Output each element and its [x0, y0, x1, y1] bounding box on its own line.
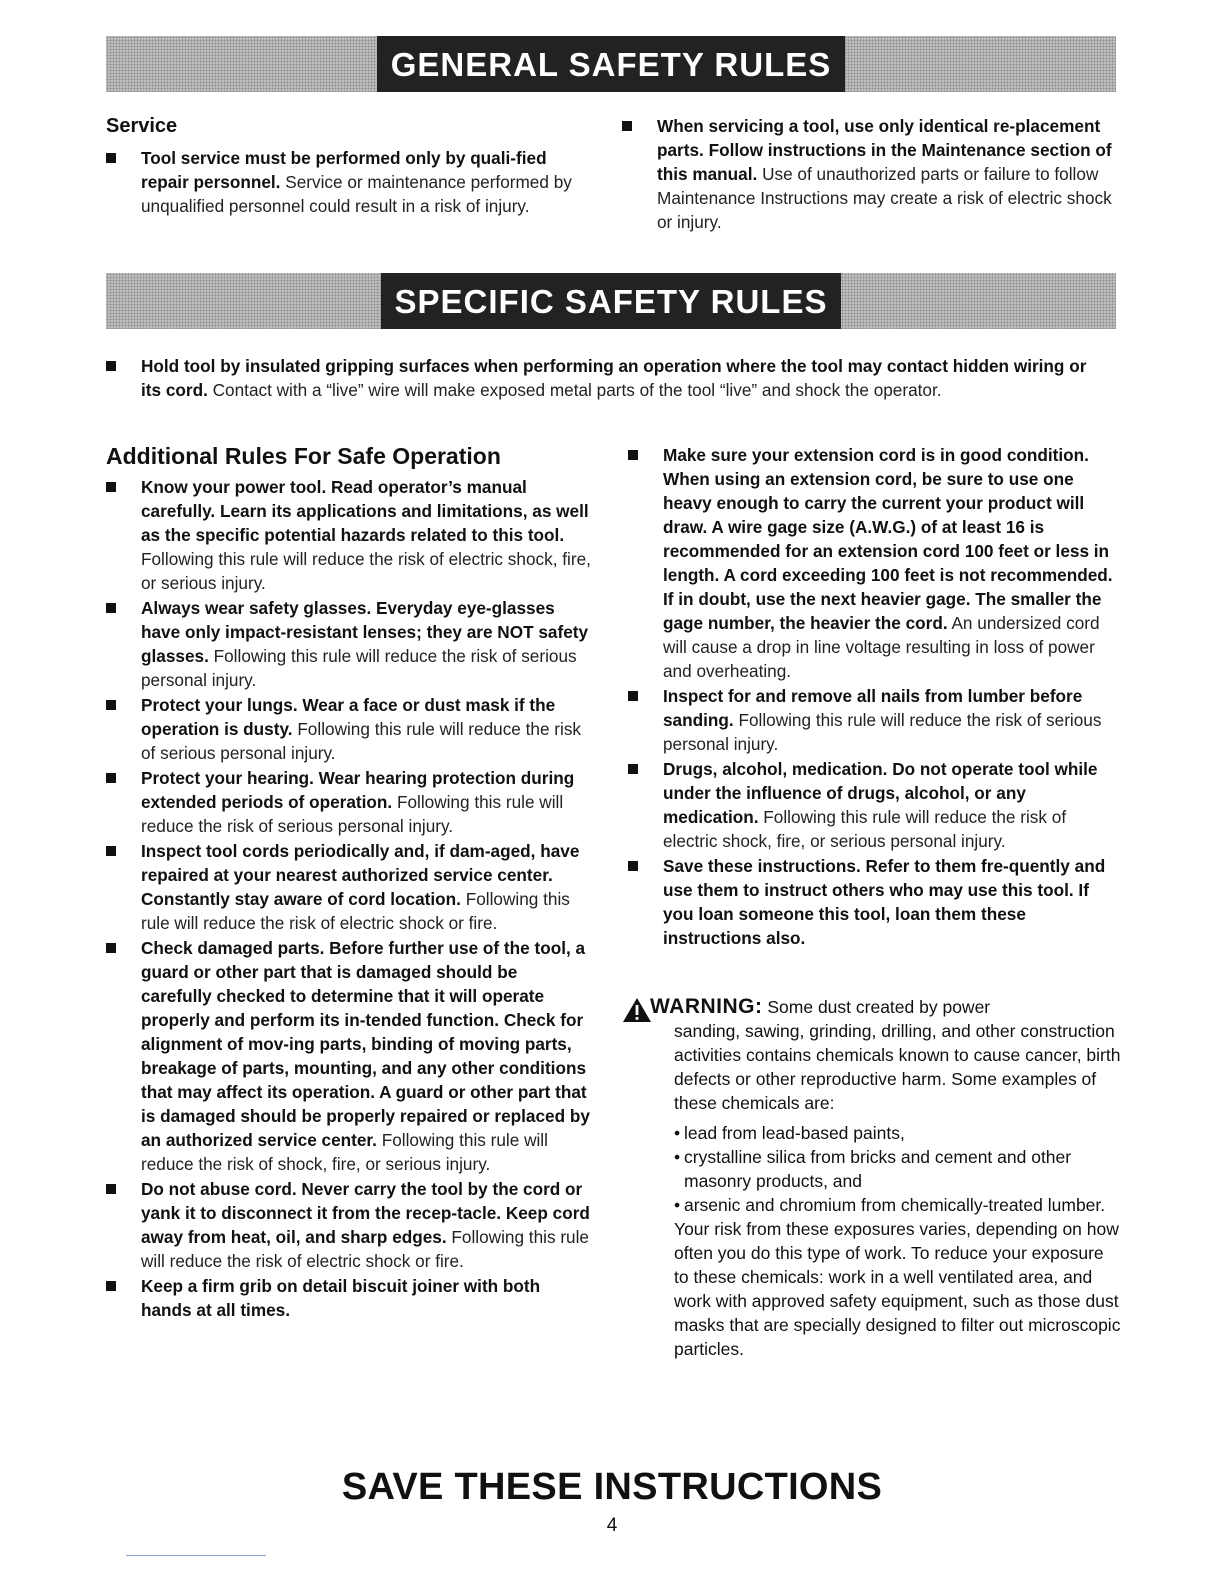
bullet-square-icon	[106, 361, 116, 371]
rule-lead: Protect your lungs. Wear a face or dust mask if the operation is dusty.	[141, 695, 556, 739]
warning-intro-first: Some dust created by power	[767, 997, 991, 1017]
bullet-square-icon	[106, 773, 116, 783]
rule-check-damaged-parts	[106, 936, 591, 1176]
rule-protect-hearing	[106, 766, 591, 838]
additional-rules-left	[106, 441, 591, 1323]
bullet-square-icon	[106, 153, 116, 163]
service-section	[106, 114, 588, 219]
warning-closing: Your risk from these exposures varies, depending on how often you do this type of work. To reduce your exposure to these chemicals: work in a well ventilated area, and work with approved safety equipment, such as those dust masks that are specially designed to filter out microscopic particles.	[674, 1219, 1121, 1359]
rule-body: An undersized cord will cause a drop in line voltage resulting in loss of power and overheating.	[663, 613, 1100, 681]
service-heading: Service	[106, 115, 178, 137]
bullet-square-icon	[106, 943, 116, 953]
rule-lead: Make sure your extension cord is in good condition. When using an extension cord, be sure to use one heavy enough to carry the current your product will draw. A wire gage size (A.W.G.) of at least 16 is recommended for an extension cord 100 feet or less in length. A cord exceeding 100 feet is not recommended. If in doubt, use the next heavier gage. The smaller the gage number, the heavier the cord.	[663, 445, 1113, 633]
rule-know-power-tool	[106, 475, 591, 595]
warning-intro: sanding, sawing, grinding, drilling, and other construction activities contains chemicals known to cause cancer, birth defects or other reproductive harm. Some examples of these chemicals are:	[674, 1021, 1121, 1113]
rule-save-instructions	[628, 854, 1118, 950]
warning-triangle-icon	[622, 997, 652, 1023]
rule-lead: Know your power tool. Read operator’s manual carefully. Learn its applications and limitations, as well as the specific potential hazards related to this tool.	[141, 477, 589, 545]
service-rule-2	[622, 114, 1122, 234]
warning-chemicals-list	[622, 1121, 1122, 1217]
rule-lead: Protect your hearing. Wear hearing protection during extended periods of operation.	[141, 768, 575, 812]
footer-divider	[126, 1555, 266, 1556]
rule-body: Following this rule will reduce the risk of electric shock, fire, or serious personal injury.	[663, 807, 1067, 851]
service-section-right	[622, 114, 1122, 235]
specific-rule	[106, 354, 1106, 402]
specific-rule-block	[106, 354, 1106, 403]
bullet-square-icon	[622, 121, 632, 131]
rule-lead: Do not abuse cord. Never carry the tool by the cord or yank it to disconnect it from the recep-tacle. Keep cord away from heat, oil, and sharp edges.	[141, 1179, 590, 1247]
rule-lead: Drugs, alcohol, medication. Do not operate tool while under the influence of drugs, alcohol, or any medication.	[663, 759, 1098, 827]
specific-safety-title: SPECIFIC SAFETY RULES	[381, 273, 842, 329]
bullet-square-icon	[628, 861, 638, 871]
service-rule-1	[106, 146, 588, 218]
rule-body: Use of unauthorized parts or failure to follow Maintenance Instructions may create a risk of electric shock or injury.	[657, 164, 1112, 232]
rule-extension-cord	[628, 443, 1118, 683]
bullet-square-icon	[628, 450, 638, 460]
rule-lead: Check damaged parts. Before further use of the tool, a guard or other part that is damaged should be carefully checked to determine that it will operate properly and perform its in-tended function. Check for alignment of mov-ing parts, binding of moving parts, breakage of parts, mounting, and any other conditions that may affect its operation. A guard or other part that is damaged should be properly repaired or replaced by an authorized service center.	[141, 938, 590, 1150]
rule-body: Following this rule will reduce the risk of serious personal injury.	[141, 792, 564, 836]
rule-body: Following this rule will reduce the risk of serious personal injury.	[663, 710, 1102, 754]
list-item: • arsenic and chromium from chemically-treated lumber.	[674, 1193, 1122, 1217]
additional-rules-right	[628, 443, 1118, 951]
rule-lead: Always wear safety glasses. Everyday eye-glasses have only impact-resistant lenses; they are NOT safety glasses.	[141, 598, 589, 666]
rule-remove-nails	[628, 684, 1118, 756]
bullet-square-icon	[106, 700, 116, 710]
rule-inspect-cords	[106, 839, 591, 935]
rule-protect-lungs	[106, 693, 591, 765]
warning-block	[622, 995, 1122, 1361]
list-item: • lead from lead-based paints,	[674, 1121, 1122, 1145]
rule-do-not-abuse-cord	[106, 1177, 591, 1273]
rule-body: Following this rule will reduce the risk of shock, fire, or serious injury.	[141, 1130, 548, 1174]
rule-body: Service or maintenance performed by unqualified personnel could result in a risk of injury.	[141, 172, 572, 216]
save-instructions-footer: SAVE THESE INSTRUCTIONS	[341, 1466, 883, 1508]
rule-body: Following this rule will reduce the risk of electric shock, fire, or serious injury.	[141, 549, 591, 593]
page-number: 4	[606, 1515, 618, 1536]
list-item: • crystalline silica from bricks and cement and other masonry products, and	[674, 1145, 1122, 1193]
rule-drugs-alcohol	[628, 757, 1118, 853]
rule-body: Following this rule will reduce the risk of serious personal injury.	[141, 719, 582, 763]
general-safety-title: GENERAL SAFETY RULES	[377, 36, 846, 92]
general-safety-banner	[106, 36, 1116, 92]
bullet-square-icon	[106, 482, 116, 492]
specific-safety-banner	[106, 273, 1116, 329]
rule-lead: Save these instructions. Refer to them fre-quently and use them to instruct others who may use this tool. If you loan someone this tool, loan them these instructions also.	[663, 856, 1106, 948]
rule-safety-glasses	[106, 596, 591, 692]
bullet-square-icon	[628, 691, 638, 701]
rule-lead: Inspect for and remove all nails from lumber before sanding.	[663, 686, 1083, 730]
bullet-square-icon	[106, 1281, 116, 1291]
rule-lead: Tool service must be performed only by quali-fied repair personnel.	[141, 148, 547, 192]
bullet-square-icon	[106, 603, 116, 613]
rule-lead: Hold tool by insulated gripping surfaces when performing an operation where the tool may contact hidden wiring or its cord.	[141, 356, 1087, 400]
rule-body: Contact with a “live” wire will make exposed metal parts of the tool “live” and shock the operator.	[212, 380, 942, 400]
rule-body: Following this rule will reduce the risk of serious personal injury.	[141, 646, 577, 690]
rule-body: Following this rule will reduce the risk of electric shock or fire.	[141, 1227, 589, 1271]
warning-heading-line	[622, 995, 1122, 1019]
bullet-square-icon	[106, 1184, 116, 1194]
rule-lead: Keep a firm grib on detail biscuit joiner with both hands at all times.	[141, 1276, 541, 1320]
rule-lead: When servicing a tool, use only identical re-placement parts. Follow instructions in the Maintenance section of this manual.	[657, 116, 1112, 184]
warning-label: WARNING:	[650, 995, 763, 1018]
rule-lead: Inspect tool cords periodically and, if dam-aged, have repaired at your nearest authorized service center. Constantly stay aware of cord location.	[141, 841, 580, 909]
bullet-square-icon	[106, 846, 116, 856]
rule-firm-grip	[106, 1274, 591, 1322]
rule-body: Following this rule will reduce the risk of electric shock or fire.	[141, 889, 570, 933]
additional-rules-heading: Additional Rules For Safe Operation	[106, 443, 501, 469]
bullet-square-icon	[628, 764, 638, 774]
